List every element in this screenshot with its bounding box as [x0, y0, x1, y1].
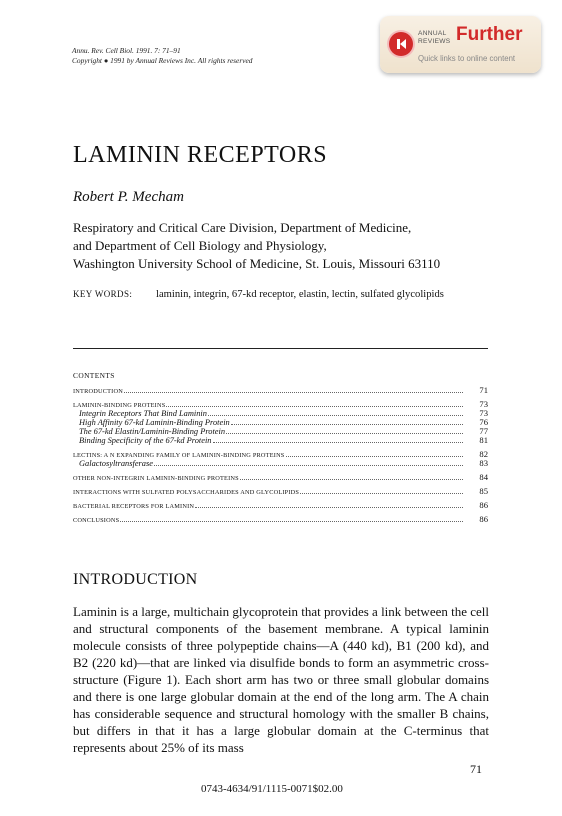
toc-entry[interactable] [73, 449, 488, 458]
toc-entry-page: 82 [479, 449, 488, 459]
affiliation-line: Washington University School of Medicine, St. Louis, Missouri 63110 [73, 256, 441, 271]
toc-entry-page: 73 [479, 408, 488, 418]
toc-entry[interactable] [73, 385, 488, 394]
toc-entry[interactable] [73, 435, 488, 444]
dot-leader [231, 424, 463, 425]
toc-entry-title: OTHER NON-INTEGRIN LAMININ-BINDING PROTEINS [73, 475, 239, 482]
further-banner[interactable] [380, 16, 541, 73]
dot-leader [213, 442, 464, 443]
toc-entry[interactable] [73, 500, 488, 509]
dot-leader [226, 433, 463, 434]
toc-entry-title: INTERACTIONS WITH SULFATED POLYSACCHARIDES AND GLYCOLIPIDS [73, 489, 300, 496]
further-label: Further [456, 24, 523, 45]
intro-paragraph: Laminin is a large, multichain glycoprotein that provides a link between the cell and structural components of the basement membrane. A typical laminin molecule consists of three polypeptide chains—A (440 kd), B1 (200 kd), and B2 (220 kd)—that are linked via disulfide bonds to form an asymmetric cross-structure (Figure 1). Each short arm has two or three small globular domains and there is one large globular domain at the end of the long arm. The A chain has considerable sequence and structural homology with the smaller B chains, but differs in that it has a large globular domain at the C-terminus that represents about 25% of its mass [73, 604, 489, 755]
toc-entry-page: 73 [479, 399, 488, 409]
page-number: 71 [470, 762, 482, 776]
toc-entry-page: 85 [479, 486, 488, 496]
toc-entry-page: 86 [479, 500, 488, 510]
toc-entry-title: Galactosyltransferase [79, 459, 153, 468]
dot-leader [240, 479, 463, 480]
toc-entry-page: 86 [479, 514, 488, 524]
author-affiliation [73, 219, 440, 273]
dot-leader [166, 406, 463, 407]
keywords-label: KEY WORDS: [73, 289, 133, 299]
toc-entry-title: Binding Specificity of the 67-kd Protein [79, 436, 212, 445]
toc-entry-page: 81 [479, 435, 488, 445]
toc-entry-title: CONCLUSIONS [73, 517, 120, 524]
dot-leader [286, 456, 463, 457]
annual-reviews-logo: ANNUAL REVIEWS [418, 30, 451, 45]
dot-leader [124, 392, 463, 393]
toc-entry[interactable] [73, 486, 488, 495]
toc-entry-page: 77 [479, 426, 488, 436]
dot-leader [120, 521, 463, 522]
toc-entry-title: LECTINS: A N EXPANDING FAMILY OF LAMININ-BINDING PROTEINS [73, 452, 285, 459]
dot-leader [300, 493, 463, 494]
toc-entry-title: Integrin Receptors That Bind Laminin [79, 409, 207, 418]
toc-entry-title: The 67-kd Elastin/Laminin-Binding Protein [79, 427, 226, 436]
toc-entry-title: LAMININ-BINDING PROTEINS [73, 402, 166, 409]
toc-entry[interactable] [73, 514, 488, 523]
section-heading: INTRODUCTION [73, 571, 198, 588]
divider [73, 348, 488, 349]
dot-leader [195, 507, 463, 508]
copyright-line: Copyright ● 1991 by Annual Reviews Inc. All rights reserved [72, 56, 253, 65]
dot-leader [154, 465, 463, 466]
toc-entry-title: BACTERIAL RECEPTORS FOR LAMININ [73, 503, 195, 510]
footer-code: 0743-4634/91/1115-0071$02.00 [201, 783, 343, 795]
article-title: LAMININ RECEPTORS [73, 142, 328, 168]
contents-heading: CONTENTS [73, 371, 115, 380]
toc-entry-title: High Affinity 67-kd Laminin-Binding Protein [79, 418, 230, 427]
article-author: Robert P. Mecham [73, 189, 184, 205]
affiliation-line: Respiratory and Critical Care Division, Department of Medicine, [73, 220, 412, 235]
affiliation-line: and Department of Cell Biology and Physiology, [73, 238, 327, 253]
journal-header [72, 46, 252, 66]
toc-entry[interactable] [73, 399, 488, 408]
toc-entry-page: 71 [479, 385, 488, 395]
back-arrow-icon [389, 32, 413, 56]
toc-entry-page: 83 [479, 458, 488, 468]
dot-leader [208, 415, 463, 416]
toc-entry[interactable] [73, 408, 488, 417]
further-subtitle: Quick links to online content [418, 54, 516, 63]
toc-entry[interactable] [73, 458, 488, 467]
journal-citation: Annu. Rev. Cell Biol. 1991. 7: 71–91 [72, 46, 181, 55]
toc-entry-page: 76 [479, 417, 488, 427]
toc-entry-title: INTRODUCTION [73, 388, 123, 395]
toc-entry[interactable] [73, 426, 488, 435]
keywords-text: laminin, integrin, 67-kd receptor, elastin, lectin, sulfated glycolipids [156, 289, 444, 300]
table-of-contents [73, 380, 488, 523]
toc-entry-page: 84 [479, 472, 488, 482]
toc-entry[interactable] [73, 417, 488, 426]
toc-entry[interactable] [73, 472, 488, 481]
